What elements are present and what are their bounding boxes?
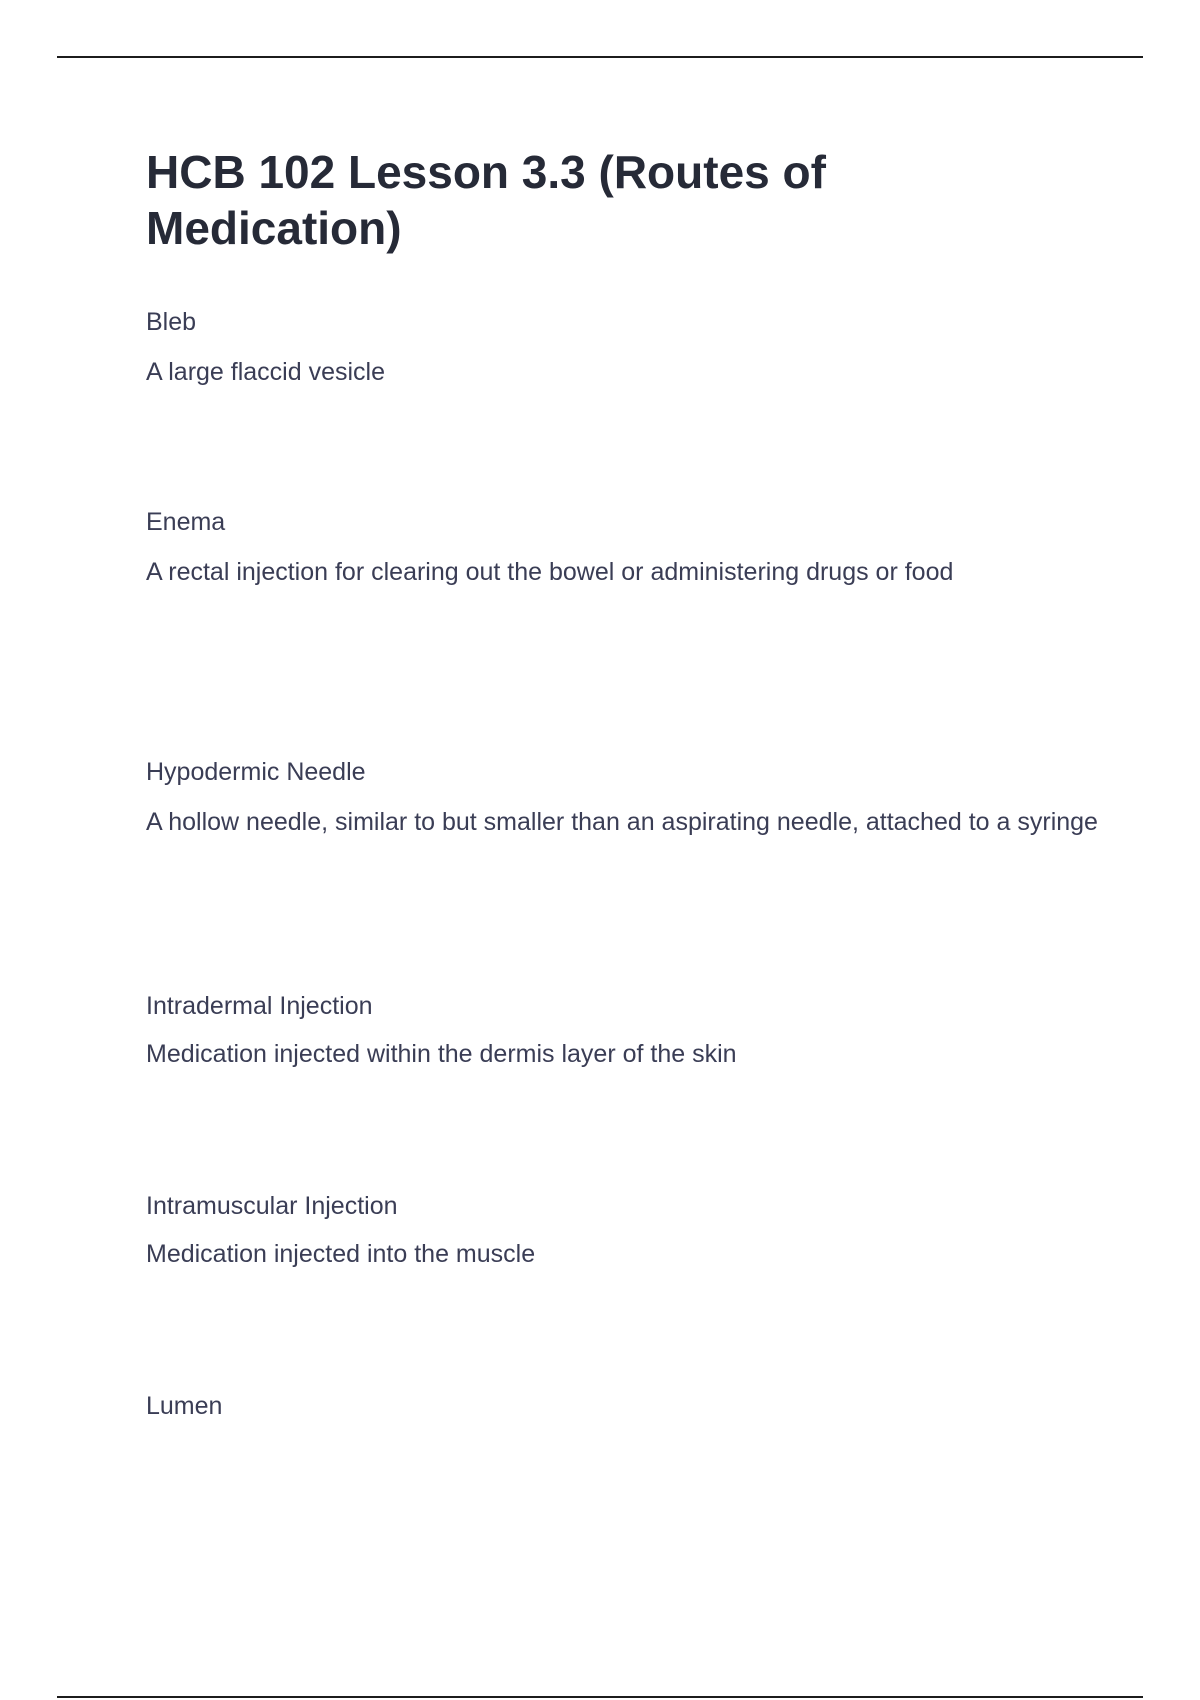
definition-intramuscular-injection: Medication injected into the muscle [146, 1240, 536, 1268]
definition-enema: A rectal injection for clearing out the bowel or administering drugs or food [146, 558, 954, 586]
term-intradermal-injection: Intradermal Injection [146, 992, 373, 1020]
definition-hypodermic-needle: A hollow needle, similar to but smaller than an aspirating needle, attached to a syringe [146, 808, 1098, 836]
term-bleb: Bleb [146, 308, 197, 336]
document-title: HCB 102 Lesson 3.3 (Routes of Medication) [146, 146, 826, 254]
definition-bleb: A large flaccid vesicle [146, 358, 386, 386]
term-intramuscular-injection: Intramuscular Injection [146, 1192, 398, 1220]
definition-intradermal-injection: Medication injected within the dermis layer of the skin [146, 1040, 737, 1068]
top-divider [57, 56, 1143, 58]
term-hypodermic-needle: Hypodermic Needle [146, 758, 366, 786]
bottom-divider [57, 1696, 1143, 1698]
term-enema: Enema [146, 508, 226, 536]
term-lumen: Lumen [146, 1392, 223, 1420]
